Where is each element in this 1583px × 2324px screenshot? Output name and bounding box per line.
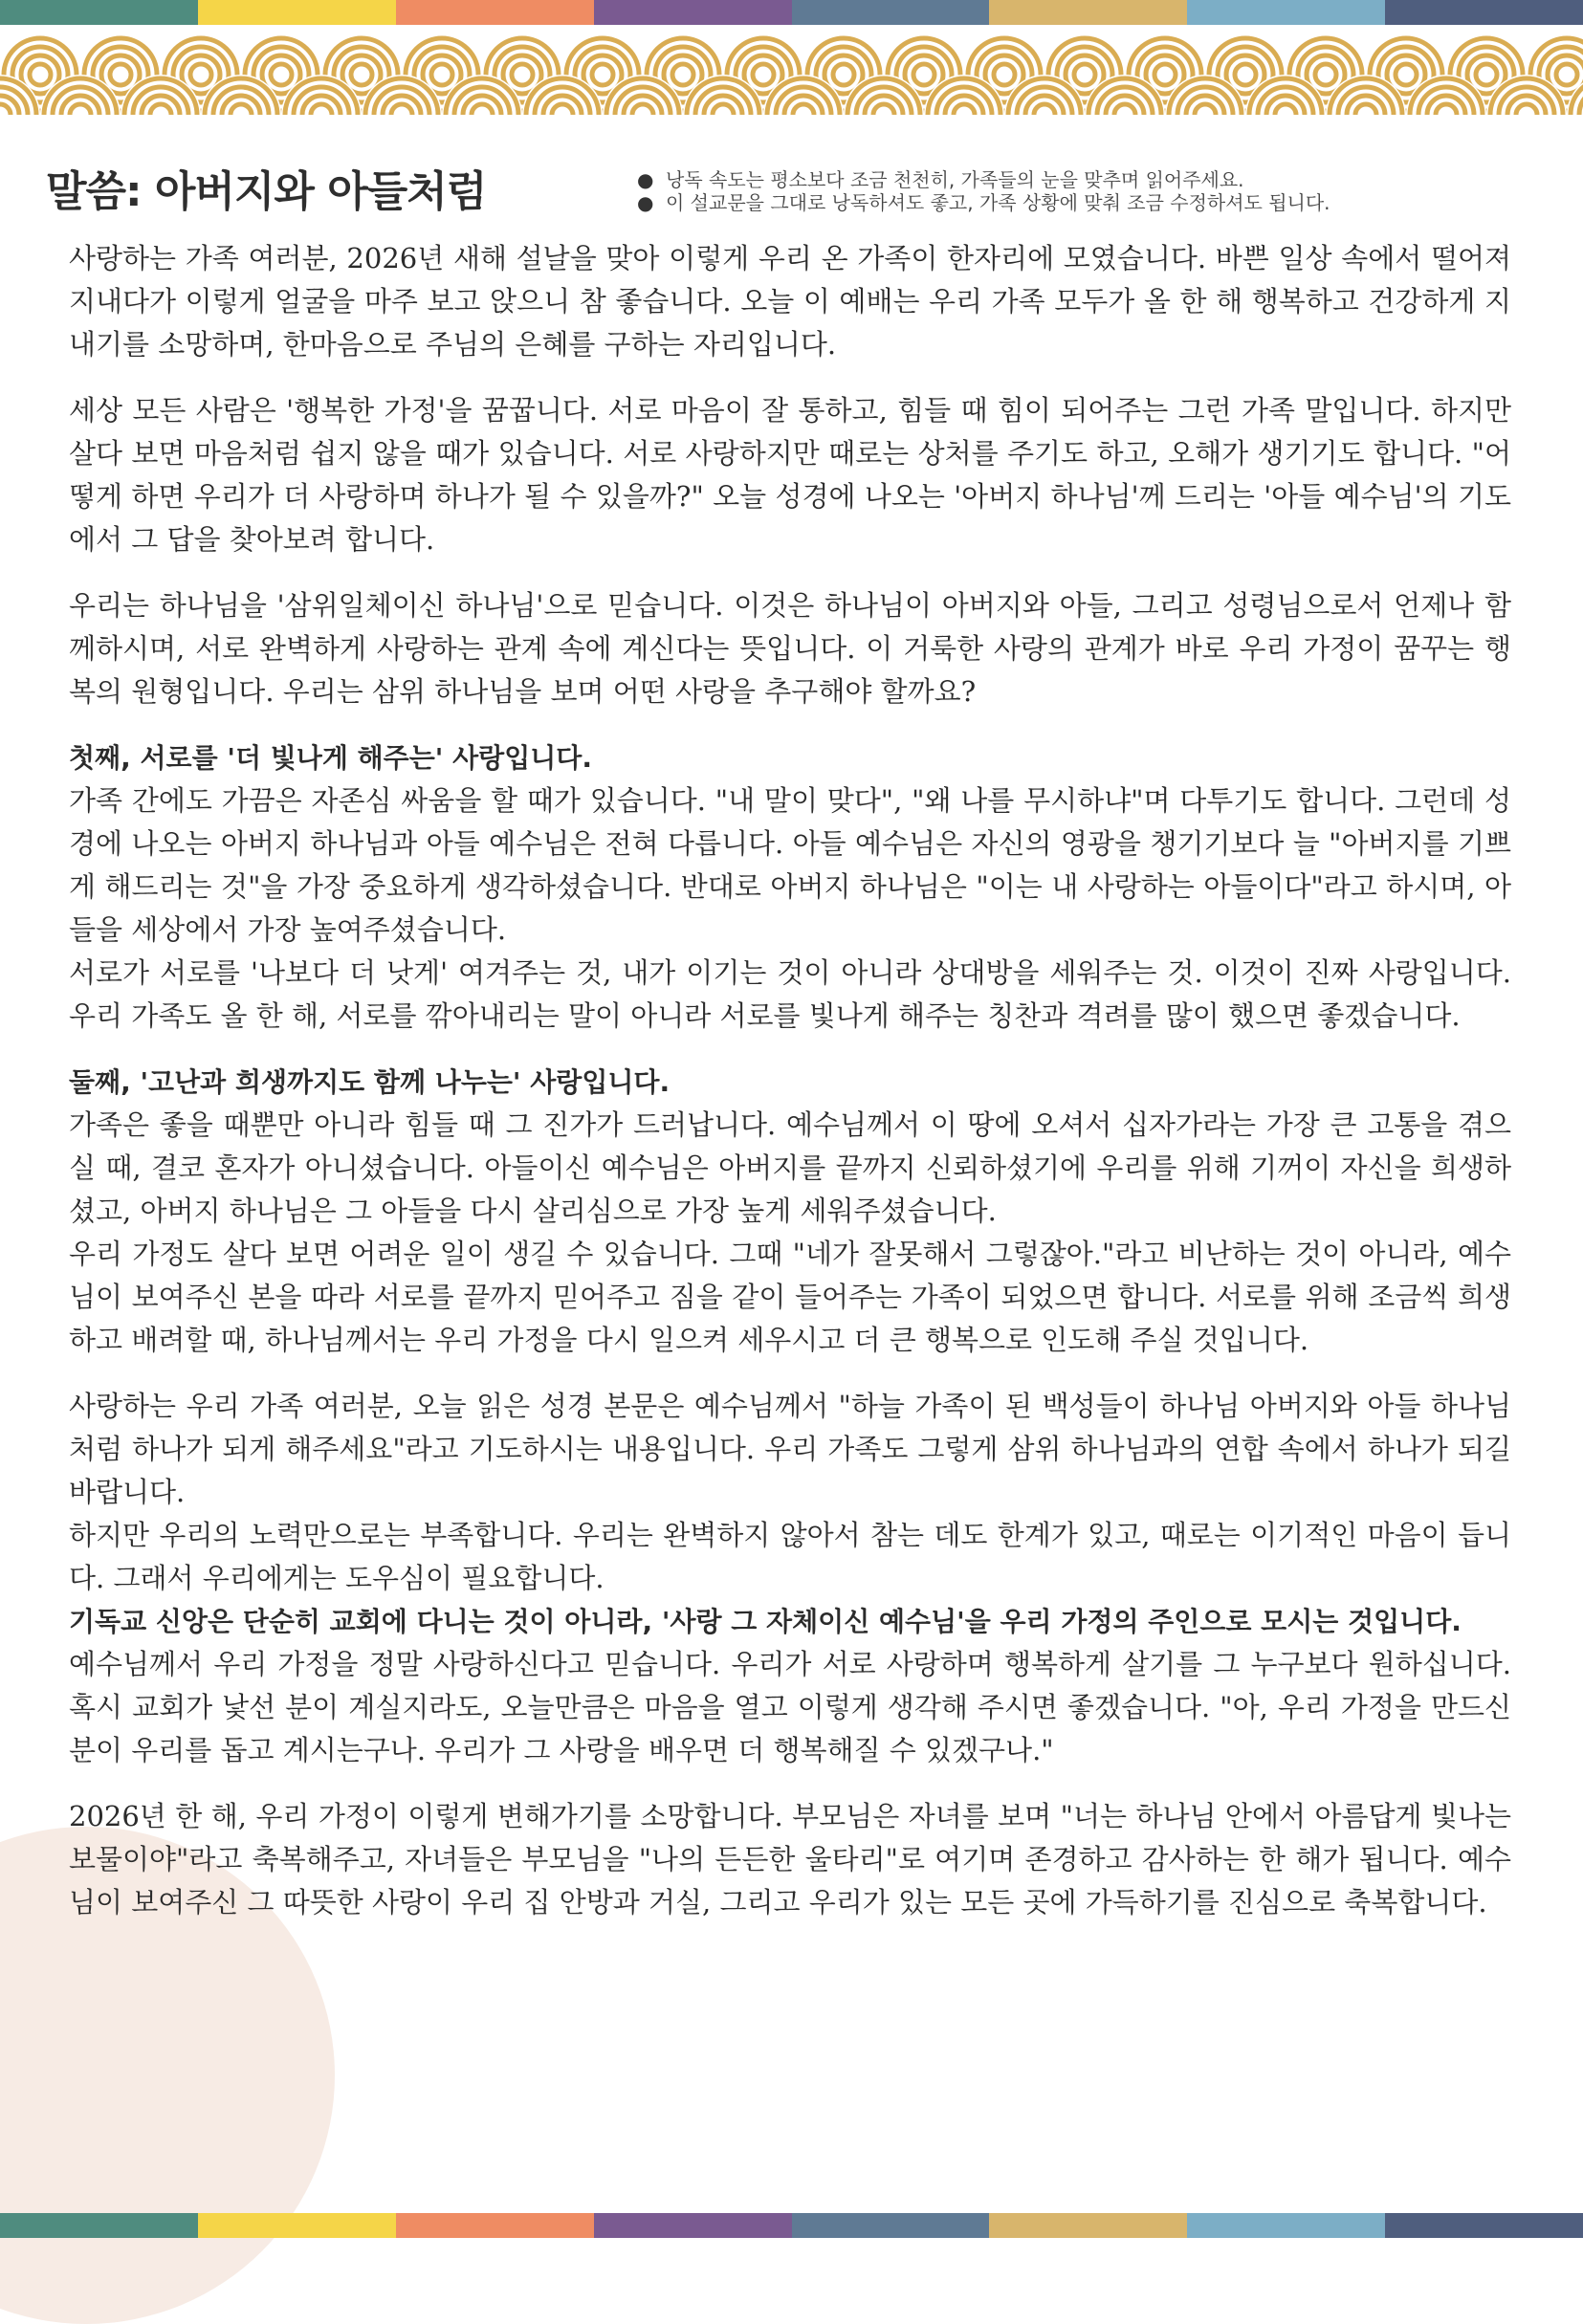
stripe-segment <box>1187 0 1385 25</box>
paragraph: 우리 가정도 살다 보면 어려운 일이 생길 수 있습니다. 그때 "네가 잘못해서 그렇잖아."라고 비난하는 것이 아니라, 예수님이 보여주신 본을 따라 서로를 끝까지 믿어주고 짐을 같이 들어주는 가족이 되었으면 합니다. 서로를 위해 조금씩 희생하고 배려할 때, 하나님께서는 우리 가정을 다시 일으켜 세우시고 더 큰 행복으로 인도해 주실 것입니다. <box>69 1238 1511 1356</box>
paragraph: 세상 모든 사람은 '행복한 가정'을 꿈꿉니다. 서로 마음이 잘 통하고, 힘들 때 힘이 되어주는 그런 가족 말입니다. 하지만 살다 보면 마음처럼 쉽지 않을 때가 있습니다. 서로 사랑하지만 때로는 상처를 주기도 하고, 오해가 생기기도 합니다. "어떻게 하면 우리가 더 사랑하며 하나가 될 수 있을까?" 오늘 성경에 나오는 '아버지 하나님'께 드리는 '아들 예수님'의 기도에서 그 답을 찾아보려 합니다. <box>69 394 1511 556</box>
reading-note-text: 이 설교문을 그대로 낭독하셔도 좋고, 가족 상황에 맞춰 조금 수정하셔도 됩니다. <box>666 191 1330 214</box>
stripe-segment <box>989 2213 1187 2238</box>
stripe-segment <box>989 0 1187 25</box>
paragraph: 예수님께서 우리 가정을 정말 사랑하신다고 믿습니다. 우리가 서로 사랑하며 행복하게 살기를 그 누구보다 원하십니다. 혹시 교회가 낯선 분이 계실지라도, 오늘만큼은 마음을 열고 이렇게 생각해 주시면 좋겠습니다. "아, 우리 가정을 만드신 분이 우리를 돕고 계시는구나. 우리가 그 사랑을 배우면 더 행복해질 수 있겠구나." <box>69 1648 1511 1766</box>
stripe-segment <box>198 0 396 25</box>
section-heading: 둘째, '고난과 희생까지도 함께 나누는' 사랑입니다. <box>69 1066 671 1098</box>
bullet-dot-icon: ● <box>637 191 654 214</box>
stripe-segment <box>198 2213 396 2238</box>
section-heading: 기독교 신앙은 단순히 교회에 다니는 것이 아니라, '사랑 그 자체이신 예수님'을 우리 가정의 주인으로 모시는 것입니다. <box>69 1606 1462 1637</box>
paragraph: 가족은 좋을 때뿐만 아니라 힘들 때 그 진가가 드러납니다. 예수님께서 이 땅에 오셔서 십자가라는 가장 큰 고통을 겪으실 때, 결코 혼자가 아니셨습니다. 아들이신 예수님은 아버지를 끝까지 신뢰하셨기에 우리를 위해 기꺼이 자신을 희생하셨고, 아버지 하나님은 그 아들을 다시 살리심으로 가장 높게 세워주셨습니다. <box>69 1108 1511 1227</box>
paragraph: 사랑하는 우리 가족 여러분, 오늘 읽은 성경 본문은 예수님께서 "하늘 가족이 된 백성들이 하나님 아버지와 아들 하나님처럼 하나가 되게 해주세요"라고 기도하시는 내용입니다. 우리 가족도 그렇게 삼위 하나님과의 연합 속에서 하나가 되길 바랍니다. <box>69 1390 1511 1508</box>
stripe-segment <box>792 2213 990 2238</box>
section-heading: 첫째, 서로를 '더 빛나게 해주는' 사랑입니다. <box>69 742 592 774</box>
stripe-segment <box>792 0 990 25</box>
stripe-segment <box>396 0 594 25</box>
scallop-wave-pattern <box>0 25 1583 115</box>
reading-note-text: 낭독 속도는 평소보다 조금 천천히, 가족들의 눈을 맞추며 읽어주세요. <box>666 168 1244 191</box>
stripe-segment <box>0 0 198 25</box>
page-title: 말씀: 아버지와 아들처럼 <box>46 167 487 216</box>
paragraph: 우리는 하나님을 '삼위일체이신 하나님'으로 믿습니다. 이것은 하나님이 아버지와 아들, 그리고 성령님으로서 언제나 함께하시며, 서로 완벽하게 사랑하는 관계 속에 계신다는 뜻입니다. 이 거룩한 사랑의 관계가 바로 우리 가정이 꿈꾸는 행복의 원형입니다. 우리는 삼위 하나님을 보며 어떤 사랑을 추구해야 할까요? <box>69 589 1511 708</box>
stripe-segment <box>0 2213 198 2238</box>
stripe-segment <box>1187 2213 1385 2238</box>
stripe-segment <box>1385 0 1583 25</box>
paragraph: 하지만 우리의 노력만으로는 부족합니다. 우리는 완벽하지 않아서 참는 데도 한계가 있고, 때로는 이기적인 마음이 듭니다. 그래서 우리에게는 도우심이 필요합니다. <box>69 1519 1511 1594</box>
reading-note <box>627 168 1330 191</box>
stripe-segment <box>594 2213 792 2238</box>
sermon-body <box>69 237 1511 1924</box>
paragraph: 사랑하는 가족 여러분, 2026년 새해 설날을 맞아 이렇게 우리 온 가족이 한자리에 모였습니다. 바쁜 일상 속에서 떨어져 지내다가 이렇게 얼굴을 마주 보고 앉으니 참 좋습니다. 오늘 이 예배는 우리 가족 모두가 올 한 해 행복하고 건강하게 지내기를 소망하며, 한마음으로 주님의 은혜를 구하는 자리입니다. <box>69 242 1511 361</box>
paragraph: 서로가 서로를 '나보다 더 낫게' 여겨주는 것, 내가 이기는 것이 아니라 상대방을 세워주는 것. 이것이 진짜 사랑입니다. 우리 가족도 올 한 해, 서로를 깎아내리는 말이 아니라 서로를 빛나게 해주는 칭찬과 격려를 많이 했으면 좋겠습니다. <box>69 956 1511 1032</box>
page-header <box>46 157 1557 233</box>
reading-notes <box>627 168 1330 214</box>
bottom-color-stripe <box>0 2213 1583 2238</box>
bullet-dot-icon: ● <box>637 168 654 191</box>
stripe-segment <box>594 0 792 25</box>
paragraph: 2026년 한 해, 우리 가정이 이렇게 변해가기를 소망합니다. 부모님은 자녀를 보며 "너는 하나님 안에서 아름답게 빛나는 보물이야"라고 축복해주고, 자녀들은 부모님을 "나의 든든한 울타리"로 여기며 존경하고 감사하는 한 해가 됩니다. 예수님이 보여주신 그 따뜻한 사랑이 우리 집 안방과 거실, 그리고 우리가 있는 모든 곳에 가득하기를 진심으로 축복합니다. <box>69 1800 1511 1918</box>
reading-note <box>627 191 1330 214</box>
paragraph: 가족 간에도 가끔은 자존심 싸움을 할 때가 있습니다. "내 말이 맞다", "왜 나를 무시하냐"며 다투기도 합니다. 그런데 성경에 나오는 아버지 하나님과 아들 예수님은 전혀 다릅니다. 아들 예수님은 자신의 영광을 챙기기보다 늘 "아버지를 기쁘게 해드리는 것"을 가장 중요하게 생각하셨습니다. 반대로 아버지 하나님은 "이는 내 사랑하는 아들이다"라고 하시며, 아들을 세상에서 가장 높여주셨습니다. <box>69 784 1511 946</box>
stripe-segment <box>396 2213 594 2238</box>
top-color-stripe <box>0 0 1583 25</box>
stripe-segment <box>1385 2213 1583 2238</box>
